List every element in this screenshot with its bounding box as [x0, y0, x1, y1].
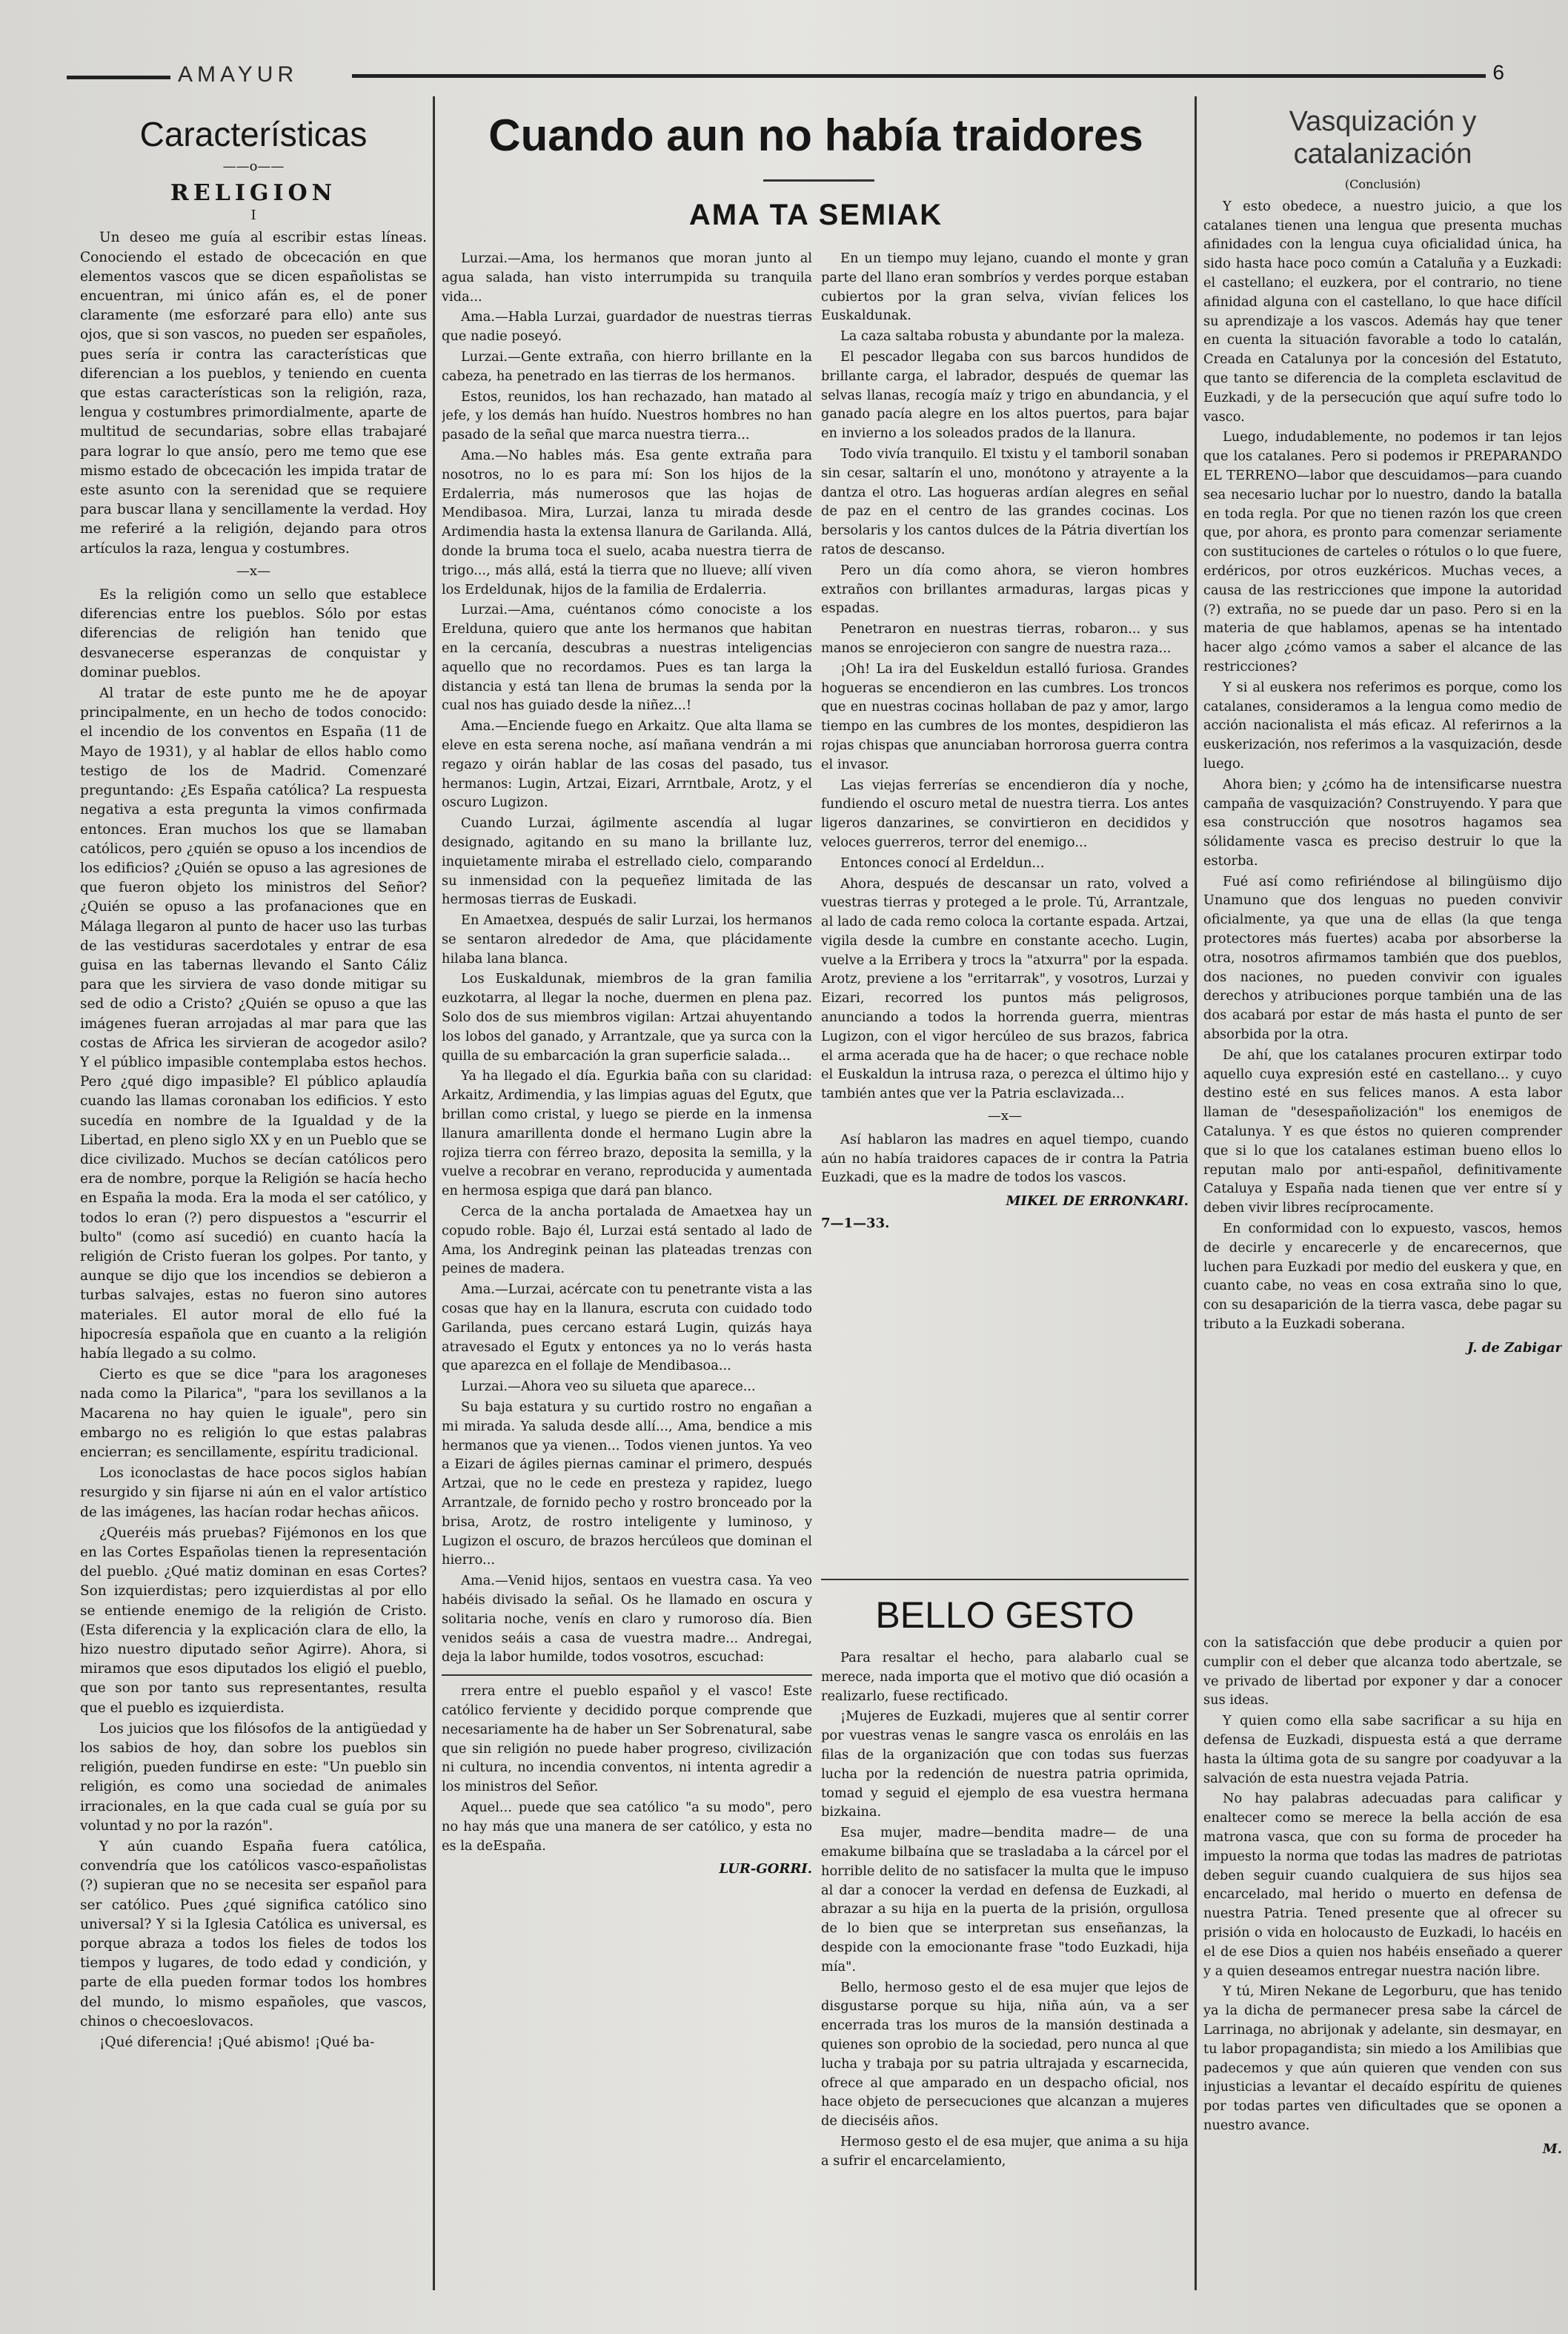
paragraph: Su baja estatura y su curtido rostro no engañan a mi mirada. Ya saluda desde allí..., Ama, bendice a mis hermanos que ya vienen... Todos vienen juntos. Ya veo a Eizari de ágiles piernas caminar el primero, después Artzai, que no le cede en presteza y rapidez, luego Arrantzale, de fornido pecho y rostro bronceado por la brisa, Arotz, de rostro inteligente y luminoso, y Lugizon el oscuro, de brazos hercúleos que dominan el hierro... — [442, 1399, 812, 1568]
column-caracteristicas — [80, 104, 427, 2290]
paragraph: Ama.—Enciende fuego en Arkaitz. Que alta llama se eleve en esta serena noche, así mañana vendrán a mi regazo y oirán hablar de las cosas del pasado, tus hermanos: Lugin, Artzai, Eizari, Arrntbale, Arotz, y el oscuro Lugizon. — [442, 718, 812, 811]
paragraph: Esa mujer, madre—bendita madre— de una emakume bilbaína que se trasladaba a la cárcel por el horrible delito de no satisfacer la multa que le impuso al dar a conocer la verdad en defensa de Euzkadi, al abrazar a su hija en la puerta de la prisión, orgullosa de lo bien que se interpretan sus enseñanzas, la despide con la emocionante frase "todo Euzkadi, hija mía". — [821, 1825, 1189, 1975]
page-number: 6 — [1492, 61, 1504, 84]
headline-rule — [763, 179, 874, 182]
paragraph: Es la religión como un sello que establece diferencias entre los pueblos. Sólo por estas diferencias de religión han tenido que desvanecerse esperanzas de conquistar y dominar pueblos. — [80, 587, 427, 680]
paragraph: Penetraron en nuestras tierras, robaron... y sus manos se enrojecieron con sangre de nuestra raza... — [821, 621, 1189, 656]
paragraph: Bello, hermoso gesto el de esa mujer que lejos de disgustarse porque su hija, niña aún, va a ser encerrada tras los muros de la mansión destinada a quienes son oprobio de la sociedad, pero nunca al que lucha y trabaja por su patria ultrajada y escarnecida, ofrece al que amparado en un despacho oficial, nos hace objeto de persecuciones que alcanzan a mujeres de dieciséis años. — [821, 1979, 1189, 2129]
paragraph: Ama.—Venid hijos, sentaos en vuestra casa. Ya veo habéis divisado la señal. Os he llamado en oscura y solitaria noche, venís en claro y rumoroso día. Bien venidos seáis a casa de vuestra madre... Andregai, deja la labor humilde, todos vosotros, escuchad: — [442, 1573, 812, 1665]
newspaper-name: AMAYUR — [178, 62, 299, 87]
masthead-rule-right — [352, 74, 1486, 78]
section-separator: —x— — [987, 1108, 1023, 1124]
paragraph: Para resaltar el hecho, para alabarlo cual se merece, nada importa que el motivo que dió ocasión a realizarlo, fuese rectificado. — [821, 1650, 1189, 1704]
paragraph: Todo vivía tranquilo. El txistu y el tamboril sonaban sin cesar, saltarín el uno, monótono y atrayente a la dantza el otro. Las hogueras ardían alegres en señal de paz en el centro de las grandes cocinas. Los bersolaris y los cantos dulces de la Pátria divertían los ratos de descanso. — [821, 445, 1189, 557]
paragraph: Los Euskaldunak, miembros de la gran familia euzkotarra, al llegar la noche, duermen en plena paz. Solo dos de sus miembros vigilan: Artzai ahuyentando los lobos del ganado, y Arrantzale, que ya surca con la quilla de su embarcación la gran superficie salada... — [442, 971, 812, 1064]
paragraph: con la satisfacción que debe producir a quien por cumplir con el deber que alcanza todo abertzale, se ve privado de libertad por exponer y dar a conocer sus ideas. — [1203, 1635, 1562, 1708]
paragraph: ¿Queréis más pruebas? Fijémonos en los que en las Cortes Españolas tienen la representación del pueblo. ¿Qué matiz dominan en esas Cortes? Son izquierdistas; pero izquierdistas al por ello se entiende enemigo de la religión de Cristo. (Esta diferencia y la explicación clara de ello, la hizo nuestro diputado señor Agirre). Ahora, si miramos que esos diputados los eligió el pueblo, que son por tanto sus representantes, resulta que el pueblo es izquierdista. — [80, 1525, 427, 1716]
column-ama-ta-semiak-right — [821, 249, 1189, 1568]
paragraph: Aquel... puede que sea católico "a su modo", pero no hay más que una manera de ser católico, y esta no es la deEspaña. — [442, 1799, 812, 1854]
paragraph: Lurzai.—Ama, cuéntanos cómo conociste a los Erelduna, quiero que ante los hermanos que habitan en la cercanía, descubras a nuestras inteligencias aquello que no recordamos. Pues es tan larga la distancia y está tan llena de brumas la senda por la cual nos has guiado desde la niñez...! — [442, 602, 812, 714]
paragraph: Y aún cuando España fuera católica, convendría que los católicos vasco-españolistas (?) supieran que no se necesita ser español para ser católico. Pues ¿qué significa católico sino universal? Y si la Iglesia Católica es universal, es porque abraza a todos los fieles de todos los tiempos y lugares, de todo edad y condición, y parte de ella pueden formar todos los hombres del mundo, lo mismo españoles, que vascos, chinos o checoeslovacos. — [80, 1839, 427, 2029]
article-subtitle-conclusion: (Conclusión) — [1344, 177, 1421, 191]
article-date: 7—1—33. — [821, 1216, 890, 1232]
paragraph: De ahí, que los catalanes procuren extirpar todo aquello cuya expresión esté en castellano... y cuyo destino esté en sus felices manos. A esta labor llaman de "desespañolización" los enemigos de Catalunya. Y es que éstos no quieren comprender que si lo que los catalanes estiman bueno ellos lo reputan malo por anti-español, definitivamente Cataluya y España nada tienen que ver entre sí y deben vivir libres recíprocamente. — [1203, 1047, 1562, 1216]
paragraph: Los juicios que los filósofos de la antigüedad y los sabios de hoy, dan sobre los pueblos sin religión, pueden fundirse en este: "Un pueblo sin religión, es como una sociedad de animales irracionales, en la que cada cual se guía por su voluntad y no por la razón". — [80, 1720, 427, 1834]
paragraph: ¡Oh! La ira del Euskeldun estalló furiosa. Grandes hogueras se encendieron en las cumbres. Los troncos que en nuestras cocinas hollaban de paz y amor, largo tiempo en las cumbres de los montes, despidieron las rojas chispas que anunciaban horrorosa guerra contra el invasor. — [821, 660, 1189, 772]
paragraph: Ahora bien; y ¿cómo ha de intensificarse nuestra campaña de vasquización? Construyendo. Y para que esa construcción que nosotros hagamos sea sólidamente vasca es preciso destruir lo que la estorba. — [1203, 776, 1562, 869]
paragraph: Ama.—Habla Lurzai, guardador de nuestras tierras que nadie poseyó. — [442, 309, 812, 345]
paragraph: Y si al euskera nos referimos es porque, como los catalanes, consideramos a la lengua como medio de acción nacionalista el más eficaz. Al referirnos a la euskerización, nos referimos a la vasquización, desde luego. — [1203, 679, 1562, 772]
column-rule-2 — [1195, 96, 1197, 2290]
paragraph: Lurzai.—Ahora veo su silueta que aparece... — [461, 1379, 756, 1395]
paragraph: Al tratar de este punto me he de apoyar principalmente, en un hecho de todos conocido: el incendio de los conventos en España (11 de Mayo de 1931), y al hablar de ellos hablo como testigo de los de Madrid. Comenzaré preguntando: ¿Es España católica? La respuesta negativa a esta pregunta la vimos confirmada entonces. Eran muchos los que se llamaban católicos, pero ¿quién se opuso a los incendios de los edificios? ¿Quién se opuso a las agresiones de que fueron objeto los ministros del Señor? ¿Quién se opuso a las profanaciones que en Málaga llegaron al punto de hacer uso las turbas de las vestiduras sacerdotales y entrar de esa guisa en las tabernas llevando el Santo Cáliz para que les sirviera de vaso donde mitigar su sed de odio a Cristo? ¿Quién se opuso a que las imágenes fueran arrojadas al mar para que las costas de Africa les sirvieran de acogedor asilo? Y el público impasible contemplaba estos hechos. Pero ¿qué digo impasible? El público aplaudía cuando las llamas coronaban los edificios. Y esto sucedía en nombre de la Igualdad y de la Libertad, en pleno siglo XX y en un Pueblo que se dice civilizado. Muchos se decían católicos pero era de nombre, porque la Religión se hacía hecho en España la moda. Era la moda el ser católico, y todos lo eran (?) pero dispuestos a "escurrir el bulto" (como así sucedió) en cuanto hacía la religión de Cristo fueran los golpes. Por tanto, y aunque se dijo que los incendios se debieron a turbas salvajes, estas no fueron sino autores materiales. El autor moral de ello fué la hipocresía española que en cuanto a la religión había llegado a su colmo. — [80, 686, 427, 1362]
paragraph: Ahora, después de descansar un rato, volved a vuestras tierras y proteged a le prole. Tú, Arrantzale, al lado de cada remo coloca la cortante espada. Artzai, vigila desde la cumbre en constante acecho. Lugin, vuelve a la Erribera y trocs la "atxurra" por la espada. Arotz, previene a los "erritarrak", y vosotros, Lurzai y Eizari, recorred los puntos más peligrosos, anunciando a todos la horrenda guerra, mientras Lugizon, con el vigor hercúleo de sus brazos, fabrica el arma acerada que ha de hacer; o que rechace noble el Euskaldun la intrusa raza, o perezca el último hijo y también antes que ver la Patria esclavizada... — [821, 875, 1189, 1102]
paragraph: Así hablaron las madres en aquel tiempo, cuando aún no había traidores capaces de ir contra la Patria Euzkadi, que es la madre de todos los vascos. — [821, 1131, 1189, 1186]
paragraph: ¡Qué diferencia! ¡Qué abismo! ¡Qué ba- — [99, 2035, 375, 2051]
paragraph: rrera entre el pueblo español y el vasco! Este católico ferviente y decidido porque comprende que necesariamente ha de haber un Ser Sobrenatural, sabe que sin religión no puede haber progreso, civilización ni cultura, no incendia conventos, ni intenta agredir a los ministros del Señor. — [442, 1683, 812, 1795]
masthead — [67, 58, 1519, 95]
paragraph: Pero un día como ahora, se vieron hombres extraños con brillantes armaduras, largas picas y espadas. — [821, 562, 1189, 617]
paragraph: Y quien como ella sabe sacrificar a su hija en defensa de Euzkadi, dispuesta está a que derrame hasta la última gota de su sangre por coadyuvar a la salvación de esta nuestra vejada Patria. — [1203, 1713, 1562, 1786]
section-numeral: I — [250, 208, 256, 224]
column-rule-1 — [433, 96, 435, 2290]
paragraph: ¡Mujeres de Euzkadi, mujeres que al sentir correr por vuestras venas le sangre vasca os enroláis en las filas de la organización que con todas sus fuerzas lucha por la redención de nuestra patria oprimida, tomad y seguid el ejemplo de esa vuestra hermana bizkaina. — [821, 1708, 1189, 1820]
article-title-caracteristicas: Características — [139, 115, 368, 153]
paragraph: Lurzai.—Gente extraña, con hierro brillante en la cabeza, ha penetrado en las tierras de los hermanos. — [442, 348, 812, 384]
column-ama-ta-semiak-left — [442, 249, 812, 2280]
paragraph: No hay palabras adecuadas para calificar y enaltecer como se merece la bella acción de esa matrona vasca, que con su forma de proceder ha impuesto la norma que todas las madres de patriotas deben seguir cuando cualquiera de sus hijos sea encarcelado, mal herido o muerto en defensa de nuestra Patria. Tened presente que al ofrecer su prisión o vida en holocausto de Euzkadi, lo hacéis en el de ese Dios a quien nos habéis enseñado a querer y a quien deseamos entregar nuestra nación libre. — [1203, 1791, 1562, 1979]
paragraph: Lurzai.—Ama, los hermanos que moran junto al agua salada, han visto interrumpida su tranquila vida... — [442, 251, 812, 305]
signature-mikel-de-erronkari: MIKEL DE ERRONKARI. — [1006, 1193, 1189, 1210]
article-divider — [442, 1674, 812, 1676]
title-divider: ——o—— — [222, 159, 285, 174]
paragraph: La caza saltaba robusta y abundante por la maleza. — [840, 328, 1185, 345]
paragraph: Ama.—No hables más. Esa gente extraña para nosotros, no lo es para mí: Son los hijos de la Erdalerria, más numerosos que las hojas de Mendibasoa. Mira, Lurzai, lanza tu mirada desde Ardimendia hasta la extensa llanura de Garilanda. Allá, donde la bruma toca el suelo, acaba nuestra tierra de trigo..., más allá, está la tierra que no llueve; allí viven los Erdeldunak, hijos de la familia de Erdalerria. — [442, 447, 812, 597]
paragraph: Cierto es que se dice "para los aragoneses nada como la Pilarica", "para los sevillanos a la Macarena no hay quien le iguale", pero sin embargo no es religión lo que estas palabras encierran; es sencillamente, espíritu tradicional. — [80, 1367, 427, 1460]
paragraph: Luego, indudablemente, no podemos ir tan lejos que los catalanes. Pero si podemos ir PREPARANDO EL TERRENO—labor que descuidamos—para cuando sea necesario luchar por lo nuestro, dando la batalla en toda regla. Por que no tienen razón los que creen que, por ahora, es pronto para comenzar seriamente con sustituciones de carteles o rótulos o lo que fuere, erdéricos, por otros euzkéricos. Muchas veces, a causa de las restricciones que impone la autoridad (?) extraña, no se puede dar un paso. Pero si en la materia de que hablamos, apenas se ha intentado hacer algo ¿cómo vamos a saber el alcance de las restricciones? — [1203, 429, 1562, 674]
headline-cuando-aun: Cuando aun no había traidores — [488, 110, 1143, 160]
section-separator: —x— — [236, 563, 271, 579]
paragraph: En conformidad con lo expuesto, vascos, hemos de decirle y encarecerle y de encarecernos, que luchen para Euzkadi por medio del euskera y que, en cuanto cabe, no veas en cosa extraña sino lo que, con su desaparición de la tierra vasca, debe pagar su tributo a la Euzkadi soberana. — [1203, 1221, 1562, 1333]
headline-bello-gesto: BELLO GESTO — [875, 1594, 1135, 1636]
paragraph: Y tú, Miren Nekane de Legorburu, que has tenido ya la dicha de permanecer presa sabe la cárcel de Larrinaga, no abrijonak y adelante, sin desmayar, en tu labor propagandista; sin miedo a los Amilibias que padecemos y que aún quieren que venden con sus injusticias a levantar el decaído espíritu de quienes por todas partes ven dificultades que se oponen a nuestro avance. — [1203, 1983, 1562, 2133]
article-title-vasquizacion: Vasquización y catalanización — [1289, 106, 1477, 170]
paragraph: En Amaetxea, después de salir Lurzai, los hermanos se sentaron alrededor de Ama, que plácidamente hilaba lana blanca. — [442, 912, 812, 967]
paragraph: Ya ha llegado el día. Egurkia baña con su claridad: Arkaitz, Ardimendia, y las limpias aguas del Egutx, que brillan como cristal, y luego se pierde en la inmensa llanura amarillenta donde el hermano Lugin abre la rojiza tierra con férreo brazo, deposita la semilla, y la vuelve a recobrar en verano, reproducida y aumentada en hermosa espiga que dará pan blanco. — [442, 1068, 812, 1199]
signature-m: M. — [1542, 2141, 1562, 2157]
bello-rule — [821, 1579, 1189, 1580]
subhead-ama-ta-semiak: AMA TA SEMIAK — [688, 199, 943, 231]
column-vasquizacion — [1203, 104, 1562, 1623]
column-bello-gesto-left — [821, 1648, 1189, 2293]
masthead-rule-left — [67, 76, 170, 79]
paragraph: Estos, reunidos, los han rechazado, han matado al jefe, y los demás han huído. Nuestros hombres no han pasado de la señal que marca nuestra tierra... — [442, 388, 812, 443]
paragraph: El pescador llegaba con sus barcos hundidos de brillante carga, el labrador, después de quemar las selvas llanas, recogía maíz y trigo en abundancia, y el ganado pacía alegre en los altos puertos, para bajar en invierno a los soleados prados de la llanura. — [821, 348, 1189, 442]
paragraph: Y esto obedece, a nuestro juicio, a que los catalanes tienen una lengua que presenta muchas afinidades con la lengua cuya oficialidad única, ha sido hasta hace poco común a Cataluña y a Euzkadi: el castellano; el euzkera, por el contrario, no tiene afinidad alguna con el castellano, lo que hace difícil su aprendizaje a los vascos. Además hay que tener en cuenta la situación favorable a todo lo catalán, Creada en Catalunya por la concesión del Estatuto, que tanto se diferencia de la completa esclavitud de Euzkadi, y de la persecución que aquí sufre todo lo vasco. — [1203, 198, 1562, 425]
paragraph: Un deseo me guía al escribir estas líneas. Conociendo el estado de obcecación en que elementos vascos que se dicen españolistas se encuentran, mi único afán es, el de poner claramente (me esforzaré para ello) ante sus ojos, que si son vascos, no pueden ser españoles, pues sería ir contra las características que diferencian a los pueblos, y teniendo en cuenta que estas características son la religión, raza, lengua y costumbres primordialmente, aparte de multitud de secundarias, sobre ellas trabajaré para lograr lo que ansío, pero me temo que ese mismo estado de obcecación les impida tratar de este asunto con la serenidad que se requiere para buscar llana y sencillamente la verdad. Hoy me referiré a la religión, dejando para otros artículos la raza, lengua y costumbres. — [80, 230, 427, 557]
paragraph: Las viejas ferrerías se encendieron día y noche, fundiendo el oscuro metal de nuestra tierra. Los antes ligeros danzarines, se convirtieron en decididos y veloces guerreros, terror del enemigo... — [821, 777, 1189, 850]
paragraph: En un tiempo muy lejano, cuando el monte y gran parte del llano eran sombríos y verdes porque estaban cubiertos por la gran selva, vivían felices los Euskaldunak. — [821, 251, 1189, 324]
paragraph: Cerca de la ancha portalada de Amaetxea hay un copudo roble. Bajo él, Lurzai está sentado al lado de Ama, los Andregink peinan las plateadas trenzas con peines de madera. — [442, 1204, 812, 1277]
paragraph: Fué así como refiriéndose al bilingüismo dijo Unamuno que dos lenguas no pueden convivir oficialmente, ya que una de ellas (la que tenga protectores más fuertes) acaba por absorberse la otra, nosotros afirmamos también que dos pueblos, dos naciones, no pueden convivir con iguales derechos y atribuciones porque también una de las dos acabará por estar de más hasta el punto de ser absorbida por la otra. — [1203, 873, 1562, 1043]
paragraph: Ama.—Lurzai, acércate con tu penetrante vista a las cosas que hay en la llanura, escruta con cuidado todo Garilanda, pues cercano estará Lugin, quizás haya atravesado el Egutx y entonces ya no lo verás hasta que aparezca en el follaje de Mendibasoa... — [442, 1282, 812, 1374]
article-subtitle-religion: RELIGION — [170, 180, 337, 207]
signature-zabigar: J. de Zabigar — [1467, 1339, 1562, 1356]
paragraph: Hermoso gesto el de esa mujer, que anima a su hija a sufrir el encarcelamiento, — [821, 2133, 1189, 2169]
paragraph: Cuando Lurzai, ágilmente ascendía al lugar designado, agitando en su mano la brillante luz, inquietamente miraba el estrellado cielo, comparando su inmensidad con la pequeñez limitada de las hermosas tierras de Euskadi. — [442, 815, 812, 908]
signature-lur-gorri: LUR-GORRI. — [719, 1861, 812, 1877]
column-bello-gesto-right — [1203, 1634, 1562, 2293]
paragraph: Entonces conocí al Erdeldun... — [840, 855, 1045, 871]
paragraph: Los iconoclastas de hace pocos siglos habían resurgido y sin fijarse ni aún en el valor artístico de las imágenes, las hacían rodar hechas añicos. — [80, 1465, 427, 1520]
